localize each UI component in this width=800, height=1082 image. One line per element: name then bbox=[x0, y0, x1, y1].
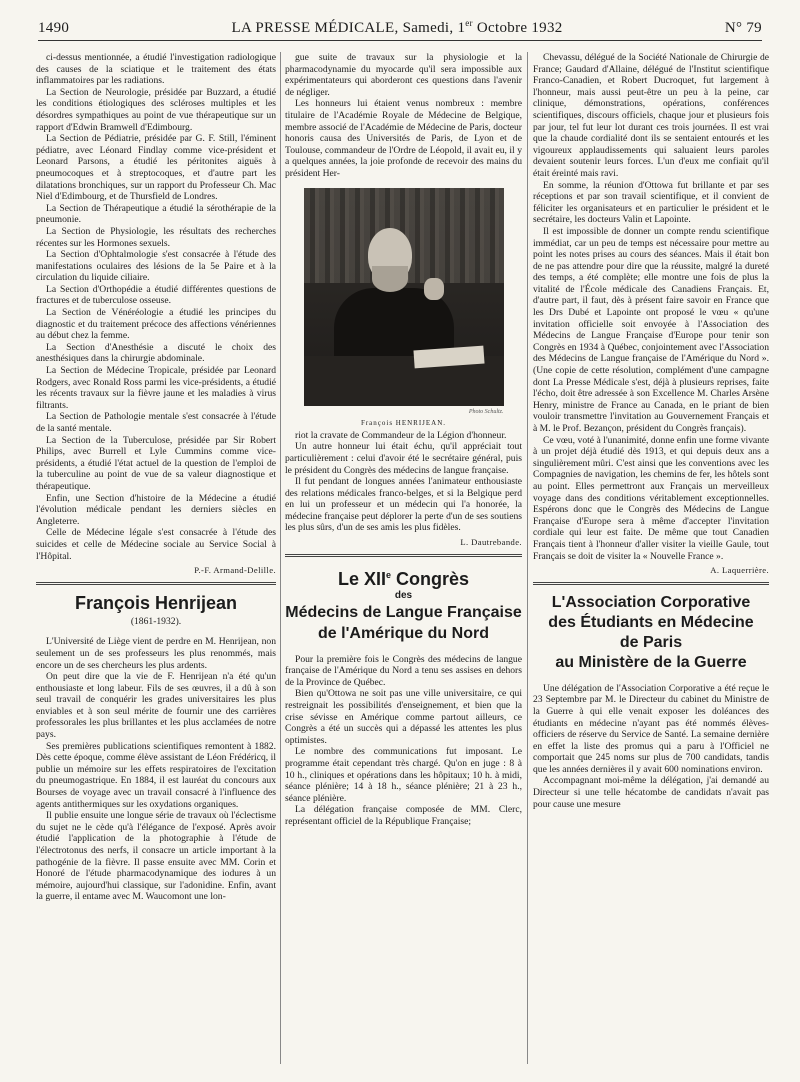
column-left bbox=[36, 52, 276, 1072]
paragraph: La délégation française composée de MM. Clerc, représentant officiel de la République Française; bbox=[285, 804, 522, 827]
obituary-title: François Henrijean bbox=[74, 592, 238, 613]
paragraph: riot la cravate de Commandeur de la Légion d'honneur. bbox=[295, 429, 507, 441]
paragraph: Bien qu'Ottowa ne soit pas une ville universitaire, ce qui restreignait les possibilités d'enseignement, et bien que la crise sévisse en Amérique comme partout ailleurs, ce Congrès a été un succès qui a dépassé les attentes les plus optimistes. bbox=[285, 688, 522, 746]
paragraph: La Section de Médecine Tropicale, présidée par Leonard Rodgers, avec Ronald Ross parmi les vice-présidents, a étudié les récents travaux sur la fièvre jaune et les maladies à virus filtrants. bbox=[36, 365, 276, 411]
article-signature: P.-F. Armand-Delille. bbox=[194, 565, 276, 576]
paragraph: gue suite de travaux sur la physiologie et la pharmacodynamie du myocarde qu'il sera impossible aux expérimentateurs qui aborderont ces questions dans l'avenir de négliger. bbox=[285, 52, 522, 98]
paragraph: Chevassu, délégué de la Société Nationale de Chirurgie de France; Gaudard d'Allaine, délégué de l'Institut scientifique Franco-Canadien, et Robert Ducroquet, fut largement à l'honneur, mais aussi peut-être un peu à la peine, car clinique, démonstrations, opérations, conférences scientifiques, discours officiels, chaque jour et plusieurs fois par jour, tel fut leur lot durant ces trois journées. Il est vrai que la chaude cordialité dont ils se sentaient entourés et les vigoureux applaudissements qui saluaient leurs paroles devaient soutenir leurs forces. L'un d'eux me confiait qu'il était éreinté mais ravi. bbox=[533, 52, 769, 179]
paragraph: La Section de la Tuberculose, présidée par Sir Robert Philips, avec Burrell et Lyle Cummins comme vice-présidents, a étudié l'état actuel de la question de l'emploi de la tuberculine au point de vue de sa valeur diagnostique et thérapeutique. bbox=[36, 434, 276, 492]
paragraph: Il est impossible de donner un compte rendu scientifique immédiat, car un peu de temps est nécessaire pour mettre au point les notes prises au cours des séances. Mais il était bon de ne pas attendre pour dire que la réussite, malgré la dureté des temps, a été complète; elle montre une fois de plus la vitalité de l'École médicale des Canadiens Français. Et, d'autre part, il faut, dès à présent faire savoir en France que les Drs Dubé et Lapointe ont proposé le vœu « qu'une invitation officielle soit envoyée à l'Association des Médecins de Langue Française d'Europe pour tenir son Congrès en 1934 à Québec, conjointement avec l'Association des Médecins de Langue française de l'Amérique du Nord ». (Une copie de cette résolution, complément d'une campagne dont La Presse Médicale s'est, déjà à plusieurs reprises, faite l'écho, doit être adressée à son Excellence M. Charles Arsène Henry, ministre de France au Canada, en le priant de bien vouloir transmettre l'invitation au Gouvernement Français et à M. le Prof. Bezançon, président du Congrès français). bbox=[533, 225, 769, 434]
association-title: L'Association Corporative des Étudiants en Médecine de Paris au Ministère de la Guerre bbox=[548, 593, 754, 671]
paragraph: ci-dessus mentionnée, a étudié l'investigation radiologique des causes de la sciatique et le traitement des états inflammatoires par les radiations. bbox=[36, 52, 276, 87]
paragraph: La Section d'Ophtalmologie s'est consacrée à l'étude des manifestations oculaires des lésions de la 5e Paire et à la circulation du liquide ciliaire. bbox=[36, 249, 276, 284]
page-number: 1490 bbox=[38, 20, 70, 36]
association-body bbox=[533, 683, 769, 811]
congress-body bbox=[285, 654, 522, 828]
photo-credit: Photo Schultz. bbox=[468, 408, 504, 415]
paragraph: Une délégation de l'Association Corporative a été reçue le 23 Septembre par M. le Directeur du cabinet du Ministre de la Guerre à qui elle venait exposer les doléances des étudiants en médecine n'ayant pas été nommés élèves-officiers de réserve du Service de Santé. La semaine dernière en effet la liste des promus qui a paru à l'Officiel ne comportait que 245 noms sur plus de 700 candidats, tandis que les années dernières il y avait 600 nominations environ. bbox=[533, 682, 769, 775]
paragraph: Ses premières publications scientifiques remontent à 1882. Dès cette époque, comme élève assistant de Léon Frédéricq, il publie un mémoire sur les effets respiratoires de l'excitation du pneumogastrique. En 1884, il est lauréat du concours aux Bourses de voyage avec un travail consacré à l'influence des agents antithermiques sur les oxydations organiques. bbox=[36, 740, 276, 810]
paragraph: Ce vœu, voté à l'unanimité, donne enfin une forme vivante à un projet déjà étudié dès 1913, et qui depuis deux ans a singulièrement mûri. C'est ainsi que les conventions avec les Compagnies de navigation, les chemins de fer, les hôtels sont au point. Elles permettront aux Français un merveilleux voyage dans des conditions véritablement exceptionnelles. Espérons donc que le Congrès des Médecins de Langue Française d'Europe sera à même d'accepter l'invitation cordiale qui leur est faite. De même que tout Canadien Français tient à l'honneur d'aller visiter la vieille Gaule, tout Français se doit de visiter la « Nouvelle France ». bbox=[533, 434, 769, 562]
column-middle bbox=[285, 52, 522, 1072]
paragraph: Enfin, une Section d'histoire de la Médecine a étudié l'évolution médicale pendant les derniers siècles en Angleterre. bbox=[36, 492, 276, 527]
paragraph: Un autre honneur lui était échu, qu'il appréciait tout particulièrement : celui d'avoir été le secrétaire général, puis le président du Congrès des médecins de langue française. bbox=[285, 441, 522, 476]
portrait-hand bbox=[424, 278, 444, 300]
issue-number: N° 79 bbox=[724, 20, 762, 36]
paragraph: On peut dire que la vie de F. Henrijean n'a été qu'un enthousiaste et long labeur. Fils de ses œuvres, il a dû à son seul travail de conquérir les grades universitaires les plus enviables et à son seul mérite de fournir une des carrières professorales les plus brillantes et les plus acclamées de notre pays. bbox=[36, 671, 276, 741]
congress-title: Le XIIe Congrès des Médecins de Langue Française de l'Amérique du Nord bbox=[285, 568, 522, 642]
paragraph: Celle de Médecine légale s'est consacrée à l'étude des suicides et celle de Médecine sociale au Service Social à l'Hôpital. bbox=[36, 527, 276, 562]
obituary-end bbox=[285, 430, 522, 534]
paragraph: Le nombre des communications fut imposant. Le programme était cependant très chargé. Qu'on en juge : 8 à 10 h., cliniques et opérations dans les hôpitaux; 10 h. à midi, séance plénière; 14 à 18 h., séance plénière; 21 à 23 h., séance plénière. bbox=[285, 746, 522, 804]
portrait-beard bbox=[372, 266, 408, 292]
paragraph: Les honneurs lui étaient venus nombreux : membre titulaire de l'Académie Royale de Médecine de Belgique, membre associé de l'Académie de Médecine de Paris, docteur honoris causa des Universités de Paris, de Lyon et de Toulouse, commandeur de l'Ordre de Léopold, il avait eu, il y a quelques années, la joie profonde de recevoir des mains du président Her- bbox=[285, 98, 522, 179]
article-divider bbox=[36, 582, 276, 585]
obituary-continued bbox=[285, 52, 522, 180]
paragraph: La Section de Neurologie, présidée par Buzzard, a étudié les conditions étiologiques des scléroses multiples et les désordres sympathiques au point de vue thérapeutique sur un rapport d'Edwin Bramwell d'Edimbourg. bbox=[36, 86, 276, 133]
paragraph: Il fut pendant de longues années l'animateur enthousiaste des relations médicales franco-belges, et si la Belgique perd en lui un professeur et un médecin qui l'a honorée, la médecine française peut déplorer la perte d'un de ses soutiens les plus sûrs, d'un de ses amis les plus fidèles. bbox=[285, 476, 522, 534]
article-divider bbox=[533, 582, 769, 585]
paragraph: La Section de Physiologie, les résultats des recherches récentes sur les Hormones sexuels. bbox=[36, 225, 276, 249]
paragraph: La Section de Vénéréologie a étudié les principes du diagnostic et du traitement précoce des affections vénériennes au début chez la femme. bbox=[36, 307, 276, 342]
column-rule bbox=[527, 52, 528, 1064]
article-signature: L. Dautrebande. bbox=[460, 537, 522, 548]
paragraph: La Section de Pathologie mentale s'est consacrée à l'étude de la santé mentale. bbox=[36, 411, 276, 434]
photo-caption: François HENRIJEAN. bbox=[360, 419, 447, 428]
journal-date: LA PRESSE MÉDICALE, Samedi, 1er Octobre 1932 bbox=[231, 18, 563, 36]
paragraph: La Section d'Orthopédie a étudié différentes questions de fractures et de tuberculose osseuse. bbox=[36, 283, 276, 307]
paragraph: La Section d'Anesthésie a discuté le choix des anesthésiques dans la chirurgie abdominale. bbox=[36, 341, 276, 365]
obituary-dates: (1861-1932). bbox=[130, 615, 182, 627]
congress-sections-report bbox=[36, 52, 276, 562]
article-signature: A. Laquerrière. bbox=[710, 565, 769, 576]
paragraph: L'Université de Liège vient de perdre en M. Henrijean, non seulement un de ses professeurs les plus renommés, mais encore un de ses chercheurs les plus ardents. bbox=[36, 636, 276, 671]
page-header bbox=[38, 18, 762, 41]
paragraph: Pour la première fois le Congrès des médecins de langue française de l'Amérique du Nord a tenu ses assises en dehors de la Province de Québec. bbox=[285, 653, 522, 688]
issue-date: Samedi, 1er Octobre 1932 bbox=[402, 18, 563, 36]
paragraph: La Section de Thérapeutique a étudié la sérothérapie de la pneumonie. bbox=[36, 202, 276, 226]
paragraph: Accompagnant moi-même la délégation, j'ai demandé au Directeur si une telle hécatombe de candidats n'avait pas pour cause une mesure bbox=[533, 775, 769, 810]
congress-title-des: des bbox=[394, 589, 413, 601]
paragraph: En somme, la réunion d'Ottowa fut brillante et par ses réceptions et par son travail scientifique, et il convient de féliciter les organisateurs et en particulier le président et le secrétaire, les docteurs Valin et Lapointe. bbox=[533, 179, 769, 226]
column-right bbox=[533, 52, 769, 1072]
obituary-body bbox=[36, 636, 276, 903]
paragraph: La Section de Pédiatrie, présidée par G. F. Still, l'éminent pédiatre, avec Léonard Findlay comme vice-président et Leonard Parsons, a étudié les péritonites aiguës à pneumocoques et à streptocoques, et d'autre part les dilatations bronchiques, sur un rapport du Professeur Ch. Mac Niel d'Edimbourg, et de Thursfield de Londres. bbox=[36, 133, 276, 203]
column-rule bbox=[280, 52, 281, 1064]
portrait-photo bbox=[304, 188, 504, 406]
paragraph: Il publie ensuite une longue série de travaux où l'éclectisme du sujet ne le cède qu'à l'élégance de l'exposé. Après avoir étudié l'application de la photographie à l'étude de l'électrotonus des nerfs, il consacre un article important à la pathogénie de la fièvre. Il passe ensuite avec MM. Corin et Honoré de l'étude pharmacodynamique des iodures à un mémoire, aujourd'hui classique, sur l'adonidine. Enfin, avant la guerre, il entame avec M. Waucomont une lon- bbox=[36, 810, 276, 903]
journal-name: LA PRESSE MÉDICALE bbox=[231, 20, 395, 36]
article-divider bbox=[285, 554, 522, 557]
congress-continued bbox=[533, 52, 769, 562]
